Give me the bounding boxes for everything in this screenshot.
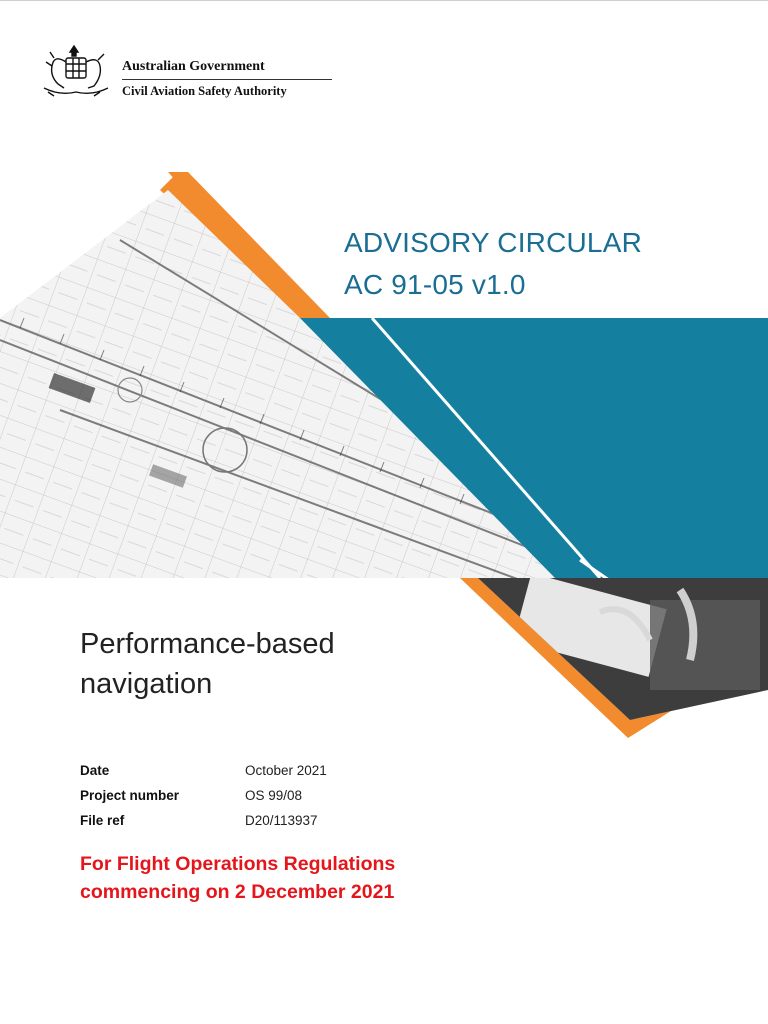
meta-label: Date (80, 763, 110, 778)
agency-header (40, 44, 340, 104)
regulation-notice (80, 850, 500, 906)
agency-name-block (122, 59, 332, 99)
meta-value: October 2021 (245, 763, 327, 778)
document-title-line1: Performance-based (80, 628, 335, 660)
government-name: Australian Government (122, 59, 332, 80)
meta-label: File ref (80, 813, 125, 828)
document-title (80, 624, 440, 704)
meta-value: D20/113937 (245, 813, 318, 828)
meta-label: Project number (80, 788, 180, 803)
document-title-line2: navigation (80, 668, 213, 700)
authority-name: Civil Aviation Safety Authority (122, 84, 287, 98)
circular-number: AC 91-05 v1.0 (344, 269, 526, 300)
coat-of-arms-icon (40, 44, 112, 100)
circular-title: ADVISORY CIRCULAR (344, 227, 643, 258)
pilot-clipboard-photo (470, 573, 768, 728)
meta-value: OS 99/08 (245, 788, 303, 803)
notice-line2: commencing on 2 December 2021 (80, 881, 395, 903)
circular-title-block (344, 222, 744, 306)
meta-row-date (80, 763, 420, 788)
meta-row-project-number (80, 788, 420, 813)
notice-line1: For Flight Operations Regulations (80, 853, 396, 875)
document-metadata (80, 763, 420, 838)
meta-row-file-ref (80, 813, 420, 838)
